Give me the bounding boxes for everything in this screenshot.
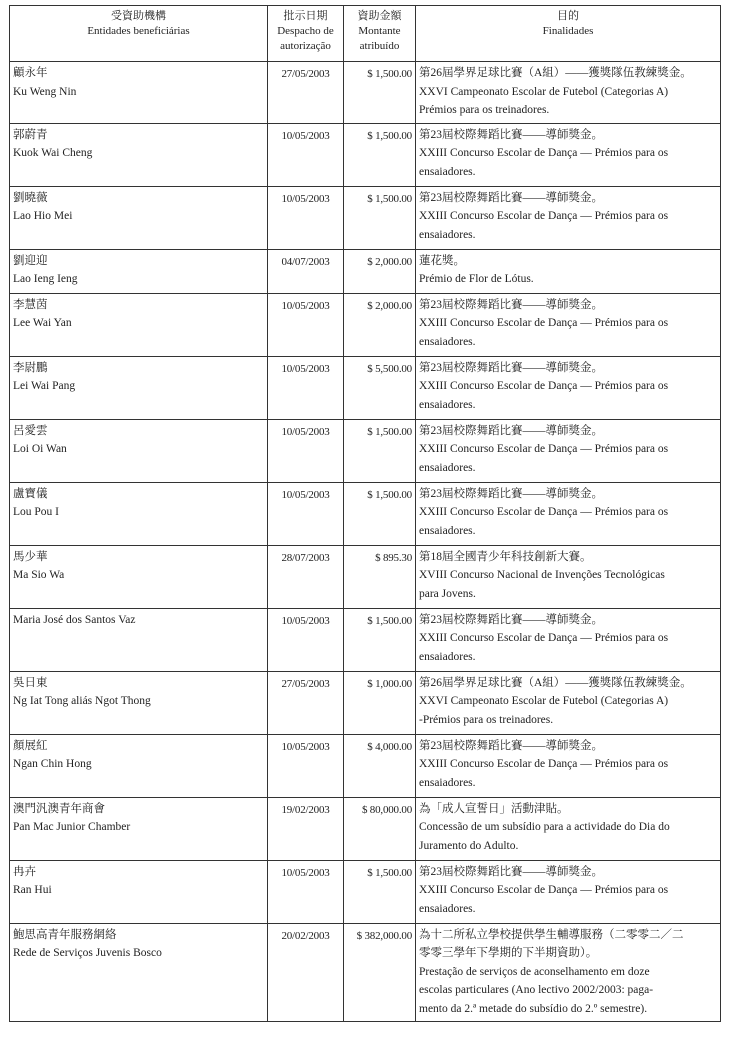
table-row — [10, 545, 721, 608]
entity-cell — [10, 482, 268, 545]
amount-cell: $ 80,000.00 — [344, 797, 416, 860]
entity-name-zh: 劉曉薇 — [13, 191, 48, 204]
purpose-line: 第26屆學界足球比賽（A組）——獲獎隊伍教練獎金。 — [419, 67, 692, 79]
amount-cell: $ 895.30 — [344, 545, 416, 608]
date-cell: 27/05/2003 — [268, 671, 344, 734]
purpose-line: ensaiadores. — [419, 228, 476, 241]
entity-cell — [10, 249, 268, 293]
purpose-line: 蓮花獎。 — [419, 254, 465, 267]
entity-name-zh: 鮑思高青年服務網絡 — [13, 928, 117, 941]
amount-cell: $ 2,000.00 — [344, 249, 416, 293]
table-row — [10, 482, 721, 545]
amount-cell: $ 382,000.00 — [344, 923, 416, 1022]
purpose-line: XXIII Concurso Escolar de Dança — Prémios para os — [419, 758, 669, 770]
entity-cell — [10, 545, 268, 608]
entity-name-zh: 澳門汎澳青年商會 — [13, 802, 105, 815]
purpose-cell — [416, 923, 721, 1022]
header-date: 批示日期 Despacho de autorização — [268, 6, 344, 62]
purpose-line: XVIII Concurso Nacional de Invenções Tecnológicas — [419, 569, 665, 581]
entity-cell — [10, 186, 268, 249]
purpose-cell — [416, 356, 721, 419]
amount-cell: $ 5,500.00 — [344, 356, 416, 419]
amount-cell: $ 1,500.00 — [344, 860, 416, 923]
entity-name-zh: 劉迎迎 — [13, 254, 48, 267]
date-cell: 10/05/2003 — [268, 734, 344, 797]
purpose-line: XXIII Concurso Escolar de Dança — Prémios para os — [419, 380, 669, 392]
purpose-line: ensaiadores. — [419, 902, 476, 915]
entity-cell — [10, 123, 268, 186]
entity-name-zh: 馬少華 — [13, 550, 48, 563]
purpose-line: para Jovens. — [419, 587, 476, 600]
entity-name-pt: Pan Mac Junior Chamber — [13, 821, 131, 833]
entity-name-zh: 顧永年 — [13, 67, 48, 79]
entity-name-pt: Lou Pou I — [13, 506, 59, 518]
purpose-cell — [416, 671, 721, 734]
entity-cell — [10, 293, 268, 356]
entity-name-pt: Lao Hio Mei — [13, 210, 73, 222]
amount-cell: $ 1,500.00 — [344, 186, 416, 249]
entity-name-pt: Ngan Chin Hong — [13, 758, 92, 770]
table-row — [10, 734, 721, 797]
purpose-line: Concessão de um subsídio para a actividade do Dia do — [419, 821, 670, 833]
purpose-cell — [416, 293, 721, 356]
entity-cell — [10, 608, 268, 671]
purpose-line: 第23屆校際舞蹈比賽——導師獎金。 — [419, 613, 603, 626]
entity-cell — [10, 734, 268, 797]
table-row — [10, 419, 721, 482]
date-cell: 10/05/2003 — [268, 186, 344, 249]
date-cell: 27/05/2003 — [268, 62, 344, 124]
table-body — [10, 62, 721, 1022]
amount-cell: $ 1,500.00 — [344, 482, 416, 545]
date-cell: 10/05/2003 — [268, 482, 344, 545]
purpose-cell — [416, 186, 721, 249]
entity-name-zh: 李尉鵬 — [13, 361, 48, 374]
purpose-line: Prémios para os treinadores. — [419, 104, 550, 116]
date-cell: 28/07/2003 — [268, 545, 344, 608]
purpose-line: 為十二所私立學校提供學生輔導服務（二零零二／二 — [419, 928, 684, 941]
purpose-line: ensaiadores. — [419, 165, 476, 178]
purpose-line: 第26屆學界足球比賽（A組）——獲獎隊伍教練獎金。 — [419, 676, 692, 689]
table-row — [10, 62, 721, 124]
purpose-line: XXVI Campeonato Escolar de Futebol (Categorias A) — [419, 695, 669, 707]
purpose-line: Prestação de serviços de aconselhamento em doze — [419, 965, 650, 978]
purpose-line: 第23屆校際舞蹈比賽——導師獎金。 — [419, 361, 603, 374]
table-row — [10, 608, 721, 671]
amount-cell: $ 1,500.00 — [344, 608, 416, 671]
date-cell: 04/07/2003 — [268, 249, 344, 293]
purpose-line: XXIII Concurso Escolar de Dança — Prémios para os — [419, 443, 669, 455]
purpose-line: Prémio de Flor de Lótus. — [419, 273, 534, 285]
amount-cell: $ 1,500.00 — [344, 62, 416, 124]
purpose-line: XXIII Concurso Escolar de Dança — Prémios para os — [419, 147, 669, 159]
entity-name-pt: Loi Oi Wan — [13, 443, 67, 455]
entity-name-pt: Kuok Wai Cheng — [13, 147, 93, 159]
purpose-cell — [416, 62, 721, 124]
entity-name-zh: 盧寶儀 — [13, 487, 48, 500]
purpose-line: 第23屆校際舞蹈比賽——導師獎金。 — [419, 424, 603, 437]
entity-cell — [10, 860, 268, 923]
subsidy-table — [9, 5, 721, 1022]
table-row — [10, 293, 721, 356]
entity-name-pt: Ku Weng Nin — [13, 85, 77, 98]
entity-name-zh: 郭蔚青 — [13, 128, 48, 141]
purpose-line: XXVI Campeonato Escolar de Futebol (Categorias A) — [419, 85, 669, 98]
purpose-line: ensaiadores. — [419, 776, 476, 789]
purpose-cell — [416, 860, 721, 923]
purpose-line: escolas particulares (Ano lectivo 2002/2003: paga- — [419, 984, 654, 996]
table-row — [10, 186, 721, 249]
purpose-line: XXIII Concurso Escolar de Dança — Prémios para os — [419, 632, 669, 644]
header-purpose: 目的 Finalidades — [416, 6, 721, 62]
purpose-line: 為「成人宣誓日」活動津貼。 — [419, 802, 569, 815]
entity-name-zh: 呂愛雲 — [13, 424, 48, 437]
purpose-cell — [416, 545, 721, 608]
entity-cell — [10, 797, 268, 860]
purpose-line: 零零三學年下學期的下半期資助）。 — [419, 947, 598, 959]
table-header-row — [10, 6, 721, 62]
amount-cell: $ 2,000.00 — [344, 293, 416, 356]
purpose-line: Juramento do Adulto. — [419, 839, 519, 852]
purpose-cell — [416, 734, 721, 797]
date-cell: 19/02/2003 — [268, 797, 344, 860]
purpose-line: 第23屆校際舞蹈比賽——導師獎金。 — [419, 487, 603, 500]
entity-name-pt: Ran Hui — [13, 884, 52, 896]
entity-cell — [10, 356, 268, 419]
entity-name-pt: Lao Ieng Ieng — [13, 273, 78, 285]
purpose-line: 第23屆校際舞蹈比賽——導師獎金。 — [419, 128, 603, 141]
purpose-line: XXIII Concurso Escolar de Dança — Prémios para os — [419, 884, 669, 896]
purpose-line: 第18屆全國青少年科技創新大賽。 — [419, 550, 592, 563]
purpose-line: ensaiadores. — [419, 335, 476, 348]
purpose-cell — [416, 482, 721, 545]
date-cell: 10/05/2003 — [268, 356, 344, 419]
purpose-line: XXIII Concurso Escolar de Dança — Prémios para os — [419, 210, 669, 222]
purpose-line: ensaiadores. — [419, 524, 476, 537]
entity-name-pt: Lei Wai Pang — [13, 380, 76, 392]
table-row — [10, 860, 721, 923]
table-row — [10, 671, 721, 734]
table-row — [10, 923, 721, 1022]
entity-cell — [10, 419, 268, 482]
table-row — [10, 123, 721, 186]
date-cell: 10/05/2003 — [268, 860, 344, 923]
purpose-line: ensaiadores. — [419, 461, 476, 474]
entity-cell — [10, 923, 268, 1022]
amount-cell: $ 4,000.00 — [344, 734, 416, 797]
entity-name-pt: Lee Wai Yan — [13, 317, 72, 329]
purpose-cell — [416, 797, 721, 860]
purpose-cell — [416, 249, 721, 293]
entity-name-zh: 冉卉 — [13, 865, 36, 878]
purpose-line: ensaiadores. — [419, 398, 476, 411]
purpose-line: XXIII Concurso Escolar de Dança — Prémios para os — [419, 317, 669, 329]
entity-name-zh: 顏展紅 — [13, 739, 48, 752]
amount-cell: $ 1,000.00 — [344, 671, 416, 734]
purpose-line: 第23屆校際舞蹈比賽——導師獎金。 — [419, 191, 603, 204]
purpose-line: ensaiadores. — [419, 650, 476, 663]
header-amount: 資助金額 Montante atribuído — [344, 6, 416, 62]
date-cell: 20/02/2003 — [268, 923, 344, 1022]
purpose-line: 第23屆校際舞蹈比賽——導師獎金。 — [419, 298, 603, 311]
purpose-line: 第23屆校際舞蹈比賽——導師獎金。 — [419, 865, 603, 878]
purpose-line: -Prémios para os treinadores. — [419, 713, 554, 726]
amount-cell: $ 1,500.00 — [344, 123, 416, 186]
table-row — [10, 797, 721, 860]
purpose-cell — [416, 608, 721, 671]
entity-name-zh: 吳日東 — [13, 676, 48, 689]
date-cell: 10/05/2003 — [268, 608, 344, 671]
entity-name-pt: Maria José dos Santos Vaz — [13, 613, 136, 626]
purpose-line: XXIII Concurso Escolar de Dança — Prémios para os — [419, 506, 669, 518]
entity-cell — [10, 671, 268, 734]
entity-name-pt: Rede de Serviços Juvenis Bosco — [13, 947, 162, 959]
purpose-cell — [416, 123, 721, 186]
entity-name-zh: 李慧茵 — [13, 298, 48, 311]
entity-name-pt: Ma Sio Wa — [13, 569, 65, 581]
purpose-line: 第23屆校際舞蹈比賽——導師獎金。 — [419, 739, 603, 752]
purpose-cell — [416, 419, 721, 482]
table-row — [10, 356, 721, 419]
table-row — [10, 249, 721, 293]
date-cell: 10/05/2003 — [268, 419, 344, 482]
date-cell: 10/05/2003 — [268, 123, 344, 186]
entity-cell — [10, 62, 268, 124]
date-cell: 10/05/2003 — [268, 293, 344, 356]
purpose-line: mento da 2.ª metade do subsídio do 2.º semestre). — [419, 1002, 648, 1015]
entity-name-pt: Ng Iat Tong aliás Ngot Thong — [13, 695, 151, 707]
amount-cell: $ 1,500.00 — [344, 419, 416, 482]
header-entity: 受資助機構 Entidades beneficiárias — [10, 6, 268, 62]
